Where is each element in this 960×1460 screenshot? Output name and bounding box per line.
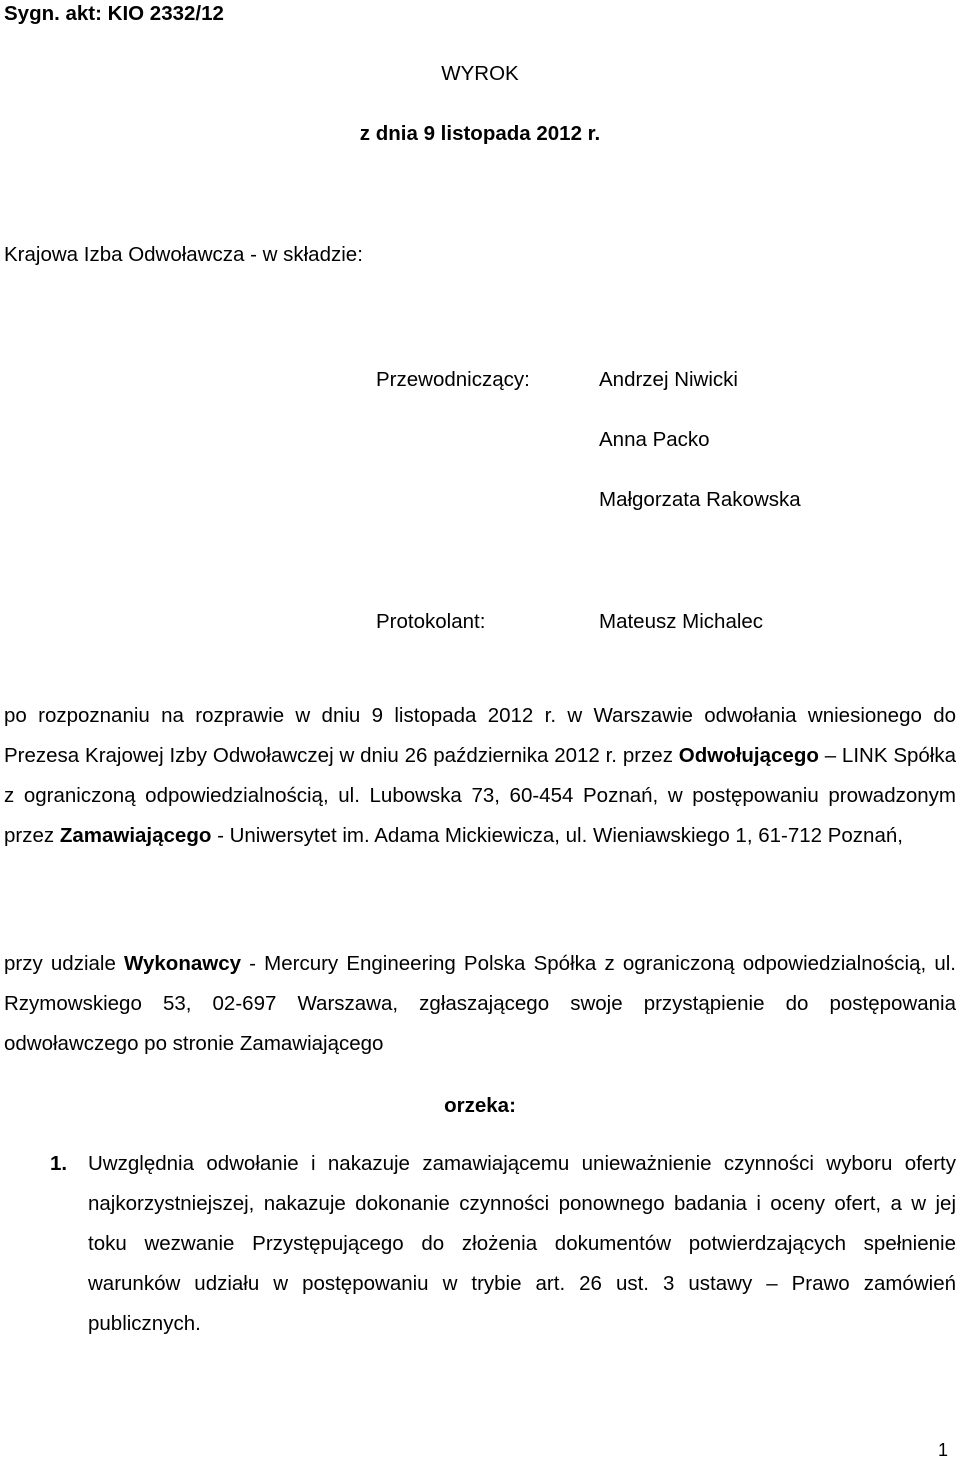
- contracting-authority-label: Zamawiającego: [59, 824, 212, 847]
- participation-paragraph: [4, 944, 956, 1064]
- case-signature: Sygn. akt: KIO 2332/12: [4, 2, 224, 25]
- decision-heading: orzeka:: [444, 1094, 516, 1117]
- appellant-label: Odwołującego: [678, 744, 819, 767]
- chair-label: Przewodniczący:: [376, 368, 530, 391]
- text-run: po rozpoznaniu na rozprawie w dniu 9 listopada 2012 r. w Warszawie odwołania wniesionego do Prezesa Krajowej Izby Odwoławczej w dniu 26 października 2012 r. przez: [4, 704, 956, 767]
- contractor-label: Wykonawcy: [124, 952, 241, 975]
- text-run: - Uniwersytet im. Adama Mickiewicza, ul. Wieniawskiego 1, 61-712 Poznań,: [211, 824, 903, 847]
- panel-member: Małgorzata Rakowska: [599, 488, 801, 511]
- page-number: 1: [938, 1440, 949, 1460]
- panel-intro: Krajowa Izba Odwoławcza - w składzie:: [4, 243, 363, 266]
- clerk-name: Mateusz Michalec: [599, 610, 764, 633]
- text-run: przy udziale: [4, 952, 125, 975]
- panel-member: Andrzej Niwicki: [599, 368, 738, 391]
- panel-member: Anna Packo: [599, 428, 710, 451]
- text-run: – LINK Spółka z ograniczoną odpowiedzialnością, ul. Lubowska 73, 60-454 Poznań, w postępowaniu prowadzonym przez: [4, 744, 957, 847]
- text-run: - Mercury Engineering Polska Spółka z ograniczoną odpowiedzialnością, ul. Rzymowskiego 53, 02-697 Warszawa, zgłaszającego swoje przystąpienie do postępowania odwoławczego po stronie Zamawiającego: [4, 952, 956, 1055]
- ruling-point: Uwzględnia odwołanie i nakazuje zamawiającemu unieważnienie czynności wyboru oferty najkorzystniejszej, nakazuje dokonanie czynności ponownego badania i oceny ofert, a w jej toku wezwanie Przystępującego do złożenia dokumentów potwierdzających spełnienie warunków udziału w postępowaniu w trybie art. 26 ust. 3 ustawy – Prawo zamówień publicznych.: [88, 1152, 956, 1335]
- proceedings-paragraph: [4, 696, 956, 856]
- point-number: 1.: [50, 1152, 68, 1175]
- clerk-label: Protokolant:: [376, 610, 486, 633]
- judgment-date: z dnia 9 listopada 2012 r.: [359, 122, 601, 145]
- document-title: WYROK: [441, 62, 519, 85]
